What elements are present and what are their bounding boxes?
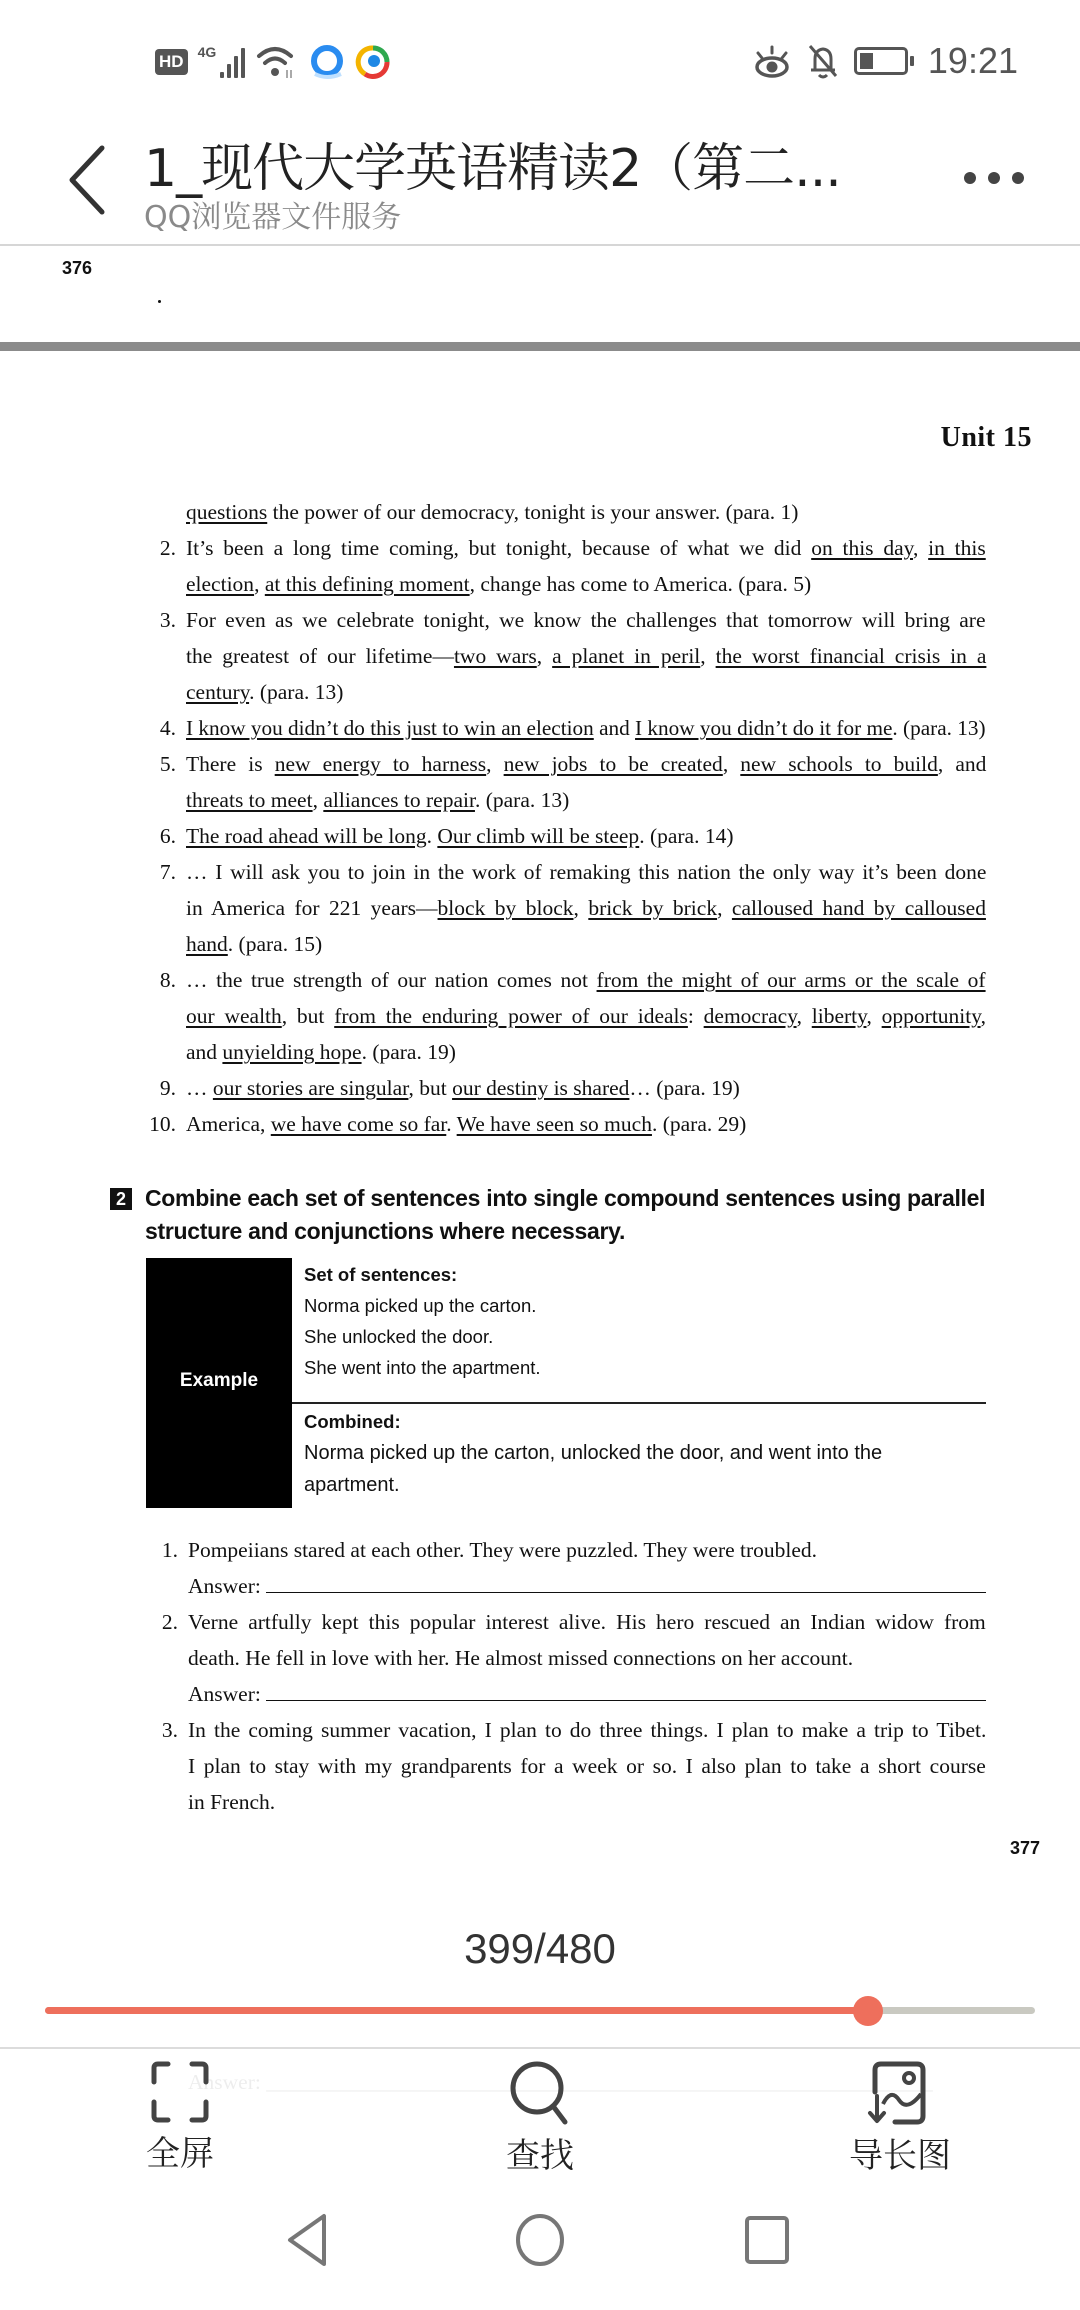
unit-heading: Unit 15 — [940, 422, 1032, 453]
export-long-image-icon — [865, 2060, 935, 2126]
list-item-number: 4. — [159, 716, 176, 740]
text-segment: , — [722, 752, 741, 776]
text-segment: It’s been a long time coming, but tonight, because of what we did — [186, 536, 812, 560]
example-sentence: Norma picked up the carton. — [304, 1295, 537, 1316]
toolbar-divider — [0, 2047, 1080, 2049]
previous-page-number: 376 — [62, 258, 93, 278]
answer-blank-line[interactable] — [266, 1683, 986, 1701]
list-item-number: 2. — [159, 536, 176, 560]
text-segment: , — [980, 1004, 986, 1028]
example-sentence: She unlocked the door. — [304, 1326, 494, 1347]
list-item-line — [186, 1112, 746, 1137]
underlined-phrase: in this — [928, 536, 986, 560]
signal-icon — [220, 46, 245, 78]
underlined-phrase: from the enduring power of our ideals — [334, 1004, 688, 1028]
list-item-line — [186, 680, 343, 705]
text-segment: , — [573, 896, 589, 920]
search-icon — [505, 2060, 575, 2126]
text-segment: the power of our democracy, tonight is your answer. (para. 1) — [267, 500, 799, 524]
app-header — [0, 120, 1080, 246]
slider-fill — [45, 2007, 868, 2014]
nav-back-icon[interactable] — [282, 2210, 332, 2270]
text-segment: . (para. 19) — [361, 1040, 456, 1064]
clock: 19:21 — [927, 40, 1018, 81]
underlined-phrase: new schools to build — [740, 752, 938, 776]
chevron-left-icon[interactable] — [62, 140, 112, 220]
search-label: 查找 — [506, 2136, 574, 2176]
wifi-icon — [255, 44, 299, 80]
exercise-instruction: Combine each set of sentences into single compound sentences using parallel structure and conjunctions where necessary. — [145, 1185, 986, 1244]
text-segment: , — [866, 1004, 882, 1028]
text-segment: … (para. 19) — [629, 1076, 740, 1100]
list-item-line — [186, 716, 986, 741]
question-number: 3. — [161, 1718, 178, 1742]
search-button[interactable] — [460, 2060, 620, 2190]
answer-blank-line[interactable] — [266, 1575, 986, 1593]
underlined-phrase: questions — [186, 500, 268, 524]
text-segment: , — [912, 536, 929, 560]
ghost-answer-text: Answer: ______________________________________________________________ — [188, 2070, 933, 2094]
text-segment: and — [186, 1040, 223, 1064]
list-item-line — [186, 644, 986, 669]
example-label: Example — [179, 1370, 259, 1391]
underlined-phrase: election — [186, 572, 255, 596]
underlined-phrase: alliances to repair — [323, 788, 475, 812]
list-item-line — [186, 1076, 740, 1101]
list-item-line — [186, 1040, 456, 1065]
question-text: in French. — [188, 1790, 276, 1814]
text-segment: … — [186, 1076, 213, 1100]
bell-muted-icon — [806, 42, 840, 80]
tencent-news-icon — [355, 44, 391, 80]
text-segment: , change has come to America. (para. 5) — [469, 572, 812, 596]
page-indicator: 399/480 — [464, 1925, 616, 1972]
export-long-image-label: 导长图 — [849, 2136, 951, 2176]
text-segment: , — [717, 896, 732, 920]
question-text: In the coming summer vacation, I plan to do three things. I plan to make a trip to Tibet. — [188, 1718, 987, 1742]
underlined-phrase: we have come so far — [270, 1112, 447, 1136]
underlined-phrase: opportunity — [881, 1004, 981, 1028]
text-segment: . (para. 29) — [651, 1112, 747, 1136]
underlined-phrase: our destiny is shared — [452, 1076, 630, 1100]
list-item-number: 3. — [159, 608, 176, 632]
status-right-icons — [752, 38, 1018, 84]
slider-thumb[interactable] — [853, 1996, 883, 2026]
text-segment: … the true strength of our nation comes not — [186, 968, 597, 992]
list-item-line — [186, 572, 811, 597]
list-item-line — [186, 608, 986, 633]
underlined-phrase: calloused hand by calloused — [731, 896, 986, 920]
page-slider[interactable] — [45, 2004, 1035, 2018]
underlined-phrase: I know you didn’t do it for me — [635, 716, 893, 740]
export-long-image-button[interactable] — [820, 2060, 980, 2190]
list-item-line — [186, 788, 569, 813]
list-item-line — [186, 752, 986, 777]
underlined-phrase: I know you didn’t do this just to win an election — [186, 716, 594, 740]
qq-browser-icon — [309, 44, 345, 80]
fullscreen-button[interactable] — [100, 2060, 260, 2190]
list-item-line — [186, 860, 986, 885]
list-item-line — [186, 824, 734, 849]
question-text: death. He fell in love with her. He almost missed connections on her account. — [188, 1646, 854, 1670]
hd-icon: HD — [155, 49, 188, 75]
text-segment: America, — [186, 1112, 271, 1136]
text-segment: , but — [408, 1076, 453, 1100]
list-item-number: 9. — [159, 1076, 176, 1100]
underlined-phrase: liberty — [811, 1004, 867, 1028]
underlined-phrase: The road ahead will be long — [186, 824, 427, 848]
list-item-line — [186, 896, 986, 921]
more-horizontal-icon[interactable] — [964, 172, 1024, 184]
text-segment: . (para. 15) — [227, 932, 323, 956]
text-segment: . (para. 14) — [639, 824, 734, 848]
battery-icon — [854, 47, 908, 75]
list-item-number: 8. — [159, 968, 176, 992]
list-item-number: 7. — [159, 860, 176, 884]
set-heading: Set of sentences: — [304, 1264, 458, 1285]
list-item-line — [186, 1004, 986, 1029]
underlined-phrase: new energy to harness — [274, 752, 487, 776]
text-segment: in America for 221 years— — [186, 896, 438, 920]
underlined-phrase: brick by brick — [588, 896, 718, 920]
underlined-phrase: unyielding hope — [222, 1040, 362, 1064]
list-item-line — [186, 968, 986, 993]
underlined-phrase: We have seen so much — [456, 1112, 652, 1136]
underlined-phrase: from the might of our arms or the scale of — [596, 968, 986, 992]
underlined-phrase: democracy — [703, 1004, 797, 1028]
text-segment: . (para. 13) — [892, 716, 986, 740]
text-segment: and — [593, 716, 636, 740]
answer-row — [188, 1574, 986, 1599]
question-text: Verne artfully kept this popular interest alive. His hero rescued an Indian widow from — [188, 1610, 986, 1634]
example-box — [146, 1258, 986, 1508]
eye-comfort-icon — [752, 43, 792, 79]
document-viewer[interactable] — [0, 248, 1080, 1858]
question-text: Pompeiians stared at each other. They were puzzled. They were troubled. — [188, 1538, 818, 1562]
list-item-number: 5. — [159, 752, 176, 776]
combined-sentence: Norma picked up the carton, unlocked the door, and went into the — [304, 1442, 883, 1464]
bottom-toolbar — [0, 2060, 1080, 2190]
network-type-label: 4G — [197, 44, 217, 60]
text-segment: , — [486, 752, 504, 776]
underlined-phrase: two wars — [453, 644, 537, 668]
text-segment: the greatest of our lifetime— — [186, 644, 454, 668]
underlined-phrase: hand — [186, 932, 228, 956]
underlined-phrase: a planet in peril — [552, 644, 701, 668]
list-item-line — [186, 932, 322, 957]
underlined-phrase: our wealth — [186, 1004, 282, 1028]
underlined-phrase: threats to meet — [186, 788, 313, 812]
text-segment: , — [536, 644, 553, 668]
underlined-phrase: at this defining moment — [264, 572, 470, 596]
document-title: 1_现代大学英语精读2（第二... — [144, 139, 841, 199]
question-number: 1. — [161, 1538, 178, 1562]
underlined-phrase: the worst financial crisis in a — [715, 644, 987, 668]
document-source: QQ浏览器文件服务 — [144, 200, 402, 235]
underlined-phrase: our stories are singular — [212, 1076, 409, 1100]
text-segment: There is — [186, 752, 275, 776]
fullscreen-icon — [148, 2060, 212, 2124]
nav-home-icon[interactable] — [512, 2210, 568, 2270]
answer-row — [188, 1682, 986, 1707]
scan-speck — [158, 300, 161, 303]
example-divider — [292, 1402, 986, 1404]
text-segment: . — [426, 824, 438, 848]
text-segment: For even as we celebrate tonight, we know the challenges that tomorrow will bring are — [186, 608, 986, 632]
combined-sentence: apartment. — [304, 1474, 400, 1496]
combined-heading: Combined: — [304, 1411, 401, 1432]
list-item-number: 6. — [159, 824, 176, 848]
question-number: 2. — [161, 1610, 178, 1634]
text-segment: , but — [281, 1004, 335, 1028]
text-segment: , — [700, 644, 716, 668]
nav-recents-icon[interactable] — [742, 2210, 792, 2270]
underlined-phrase: Our climb will be steep — [437, 824, 640, 848]
underlined-phrase: century — [186, 680, 250, 704]
text-segment: , — [312, 788, 324, 812]
question-text: I plan to stay with my grandparents for a week or so. I also plan to take a short course — [188, 1754, 986, 1778]
text-segment: : — [687, 1004, 704, 1028]
list-item-line — [186, 536, 986, 561]
text-segment: . — [446, 1112, 457, 1136]
status-left-icons — [155, 42, 391, 82]
text-segment: , and — [937, 752, 987, 776]
exercise-number: 2 — [110, 1188, 132, 1210]
example-sentence: She went into the apartment. — [304, 1357, 541, 1378]
status-bar — [0, 0, 1080, 120]
text-segment: . (para. 13) — [474, 788, 570, 812]
page-number: 377 — [1009, 1838, 1040, 1858]
underlined-phrase: block by block — [437, 896, 574, 920]
list-item-line — [186, 500, 798, 525]
page-separator — [0, 342, 1080, 351]
system-navigation-bar — [0, 2210, 1080, 2310]
answer-label: Answer: — [188, 1574, 267, 1598]
answer-label: Answer: — [188, 1682, 267, 1706]
text-segment: … I will ask you to join in the work of remaking this nation the only way it’s been done — [186, 860, 987, 884]
list-item-number: 10. — [149, 1112, 176, 1136]
example-label-panel — [146, 1258, 292, 1508]
underlined-phrase: on this day — [811, 536, 913, 560]
text-segment: , — [254, 572, 265, 596]
text-segment: , — [796, 1004, 812, 1028]
underlined-phrase: new jobs to be created — [503, 752, 723, 776]
text-segment: . (para. 13) — [249, 680, 344, 704]
fullscreen-label: 全屏 — [146, 2134, 214, 2174]
